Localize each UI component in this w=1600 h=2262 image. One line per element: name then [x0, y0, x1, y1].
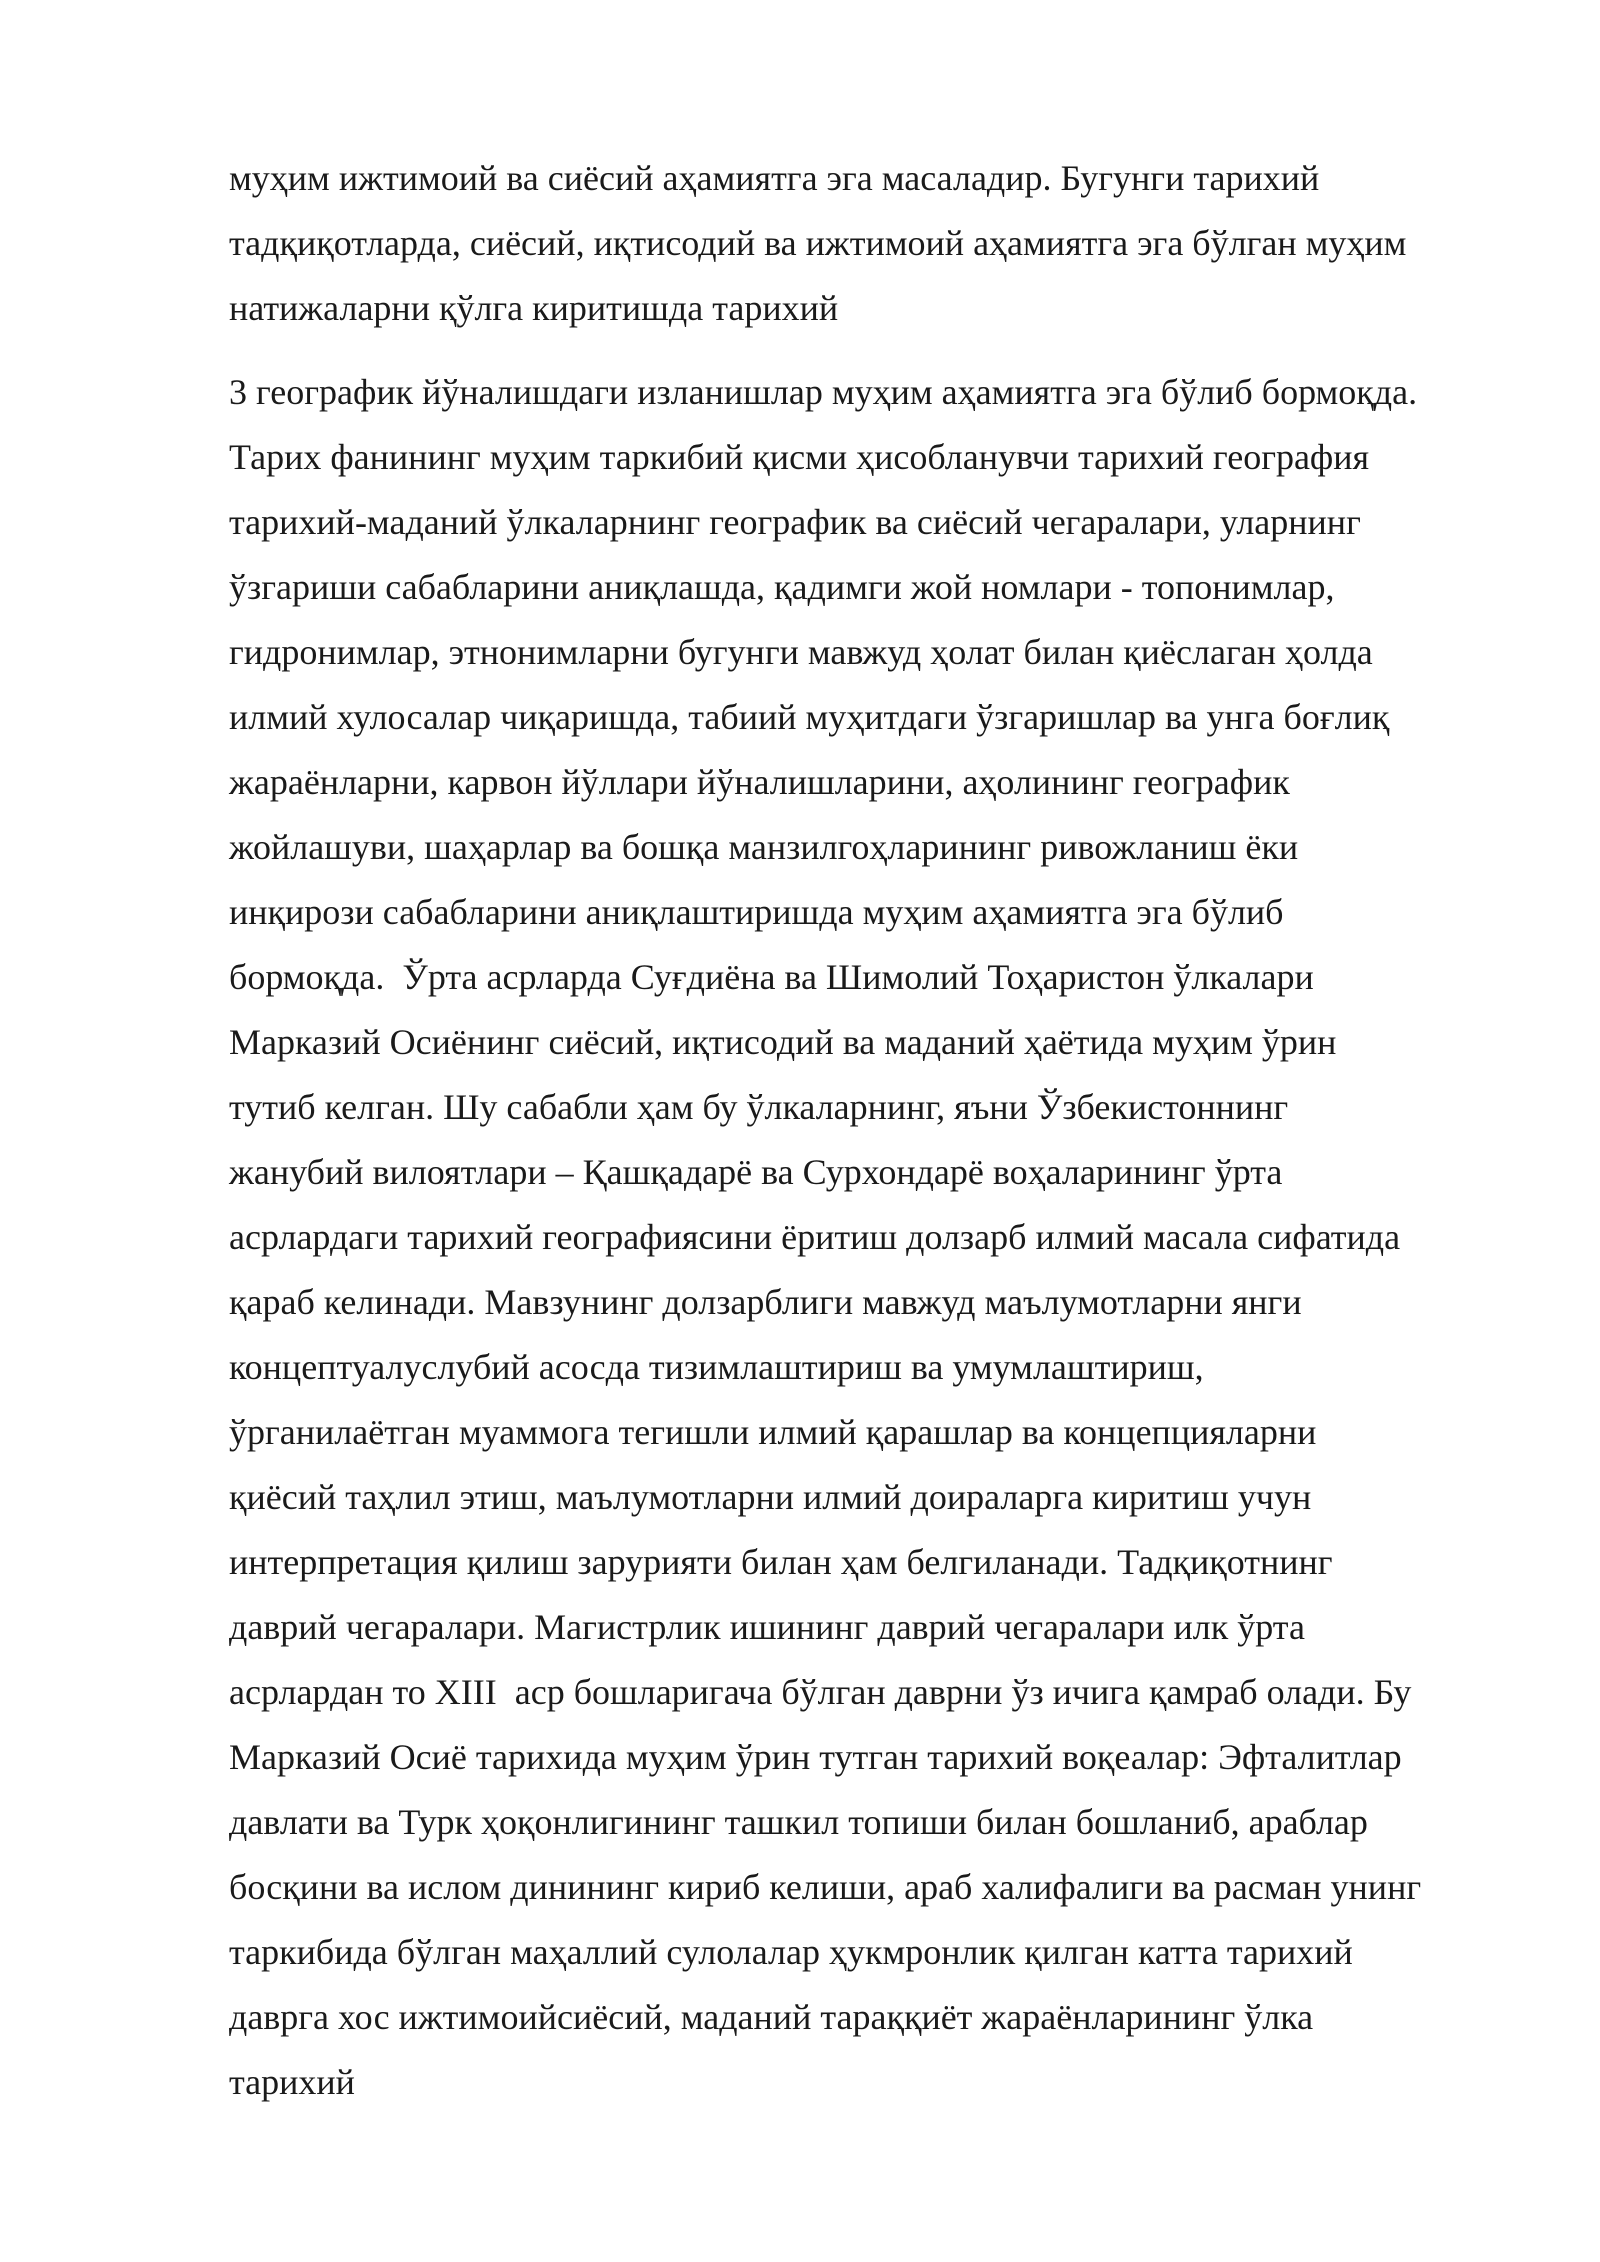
text-line: асрлардан то XIII аср бошларигача бўлган даврни ўз ичига қамраб олади. Бу — [229, 1672, 1412, 1712]
text-line: тутиб келган. Шу сабабли ҳам бу ўлкаларнинг, яъни Ўзбекистоннинг — [229, 1087, 1289, 1127]
text-line: тадқиқотларда, сиёсий, иқтисодий ва ижтимоий аҳамиятга эга бўлган муҳим — [229, 223, 1407, 263]
text-line: 3 географик йўналишдаги изланишлар муҳим аҳамиятга эга бўлиб бормоқда. — [229, 372, 1418, 412]
text-line: бормоқда. Ўрта асрларда Суғдиёна ва Шимолий Тоҳаристон ўлкалари — [229, 957, 1314, 997]
text-line: таркибида бўлган маҳаллий сулолалар ҳукмронлик қилган катта тарихий — [229, 1932, 1353, 1972]
text-line: давлати ва Турк ҳоқонлигининг ташкил топиши билан бошланиб, араблар — [229, 1802, 1368, 1842]
text-line: концептуалуслубий асосда тизимлаштириш ва умумлаштириш, — [229, 1347, 1204, 1387]
text-line: гидронимлар, этнонимларни бугунги мавжуд ҳолат билан қиёслаган ҳолда — [229, 632, 1373, 672]
text-line: жанубий вилоятлари – Қашқадарё ва Сурхондарё воҳаларининг ўрта — [229, 1152, 1283, 1192]
text-line: инқирози сабабларини аниқлаштиришда муҳим аҳамиятга эга бўлиб — [229, 892, 1284, 932]
text-line: ўрганилаётган муаммога тегишли илмий қарашлар ва концепцияларни — [229, 1412, 1317, 1452]
text-line: илмий хулосалар чиқаришда, табиий муҳитдаги ўзгаришлар ва унга боғлиқ — [229, 697, 1390, 737]
text-line: тарихий-маданий ўлкаларнинг географик ва сиёсий чегаралари, уларнинг — [229, 502, 1361, 542]
paragraph-2 — [229, 360, 1489, 2115]
text-line: жараёнларни, карвон йўллари йўналишларини, аҳолининг географик — [229, 762, 1290, 802]
text-line: қиёсий таҳлил этиш, маълумотларни илмий доираларга киритиш учун — [229, 1477, 1312, 1517]
text-line: жойлашуви, шаҳарлар ва бошқа манзилгоҳларининг ривожланиш ёки — [229, 827, 1299, 867]
text-line: даврга хос ижтимоийсиёсий, маданий тараққиёт жараёнларининг ўлка — [229, 1997, 1314, 2037]
text-line: интерпретация қилиш зарурияти билан ҳам белгиланади. Тадқиқотнинг — [229, 1542, 1333, 1582]
text-line: асрлардаги тарихий географиясини ёритиш долзарб илмий масала сифатида — [229, 1217, 1401, 1257]
text-line: даврий чегаралари. Магистрлик ишининг даврий чегаралари илк ўрта — [229, 1607, 1305, 1647]
paragraph-1 — [229, 146, 1489, 341]
text-line: Тарих фанининг муҳим таркибий қисми ҳисобланувчи тарихий география — [229, 437, 1370, 477]
text-line: муҳим ижтимоий ва сиёсий аҳамиятга эга масаладир. Бугунги тарихий — [229, 158, 1320, 198]
text-line: босқини ва ислом динининг кириб келиши, араб халифалиги ва расман унинг — [229, 1867, 1422, 1907]
text-line: тарихий — [229, 2062, 355, 2102]
text-line: Марказий Осиё тарихида муҳим ўрин тутган тарихий воқеалар: Эфталитлар — [229, 1737, 1402, 1777]
text-line: Марказий Осиёнинг сиёсий, иқтисодий ва маданий ҳаётида муҳим ўрин — [229, 1022, 1337, 1062]
text-line: ўзгариши сабабларини аниқлашда, қадимги жой номлари - топонимлар, — [229, 567, 1335, 607]
text-line: натижаларни қўлга киритишда тарихий — [229, 288, 839, 328]
text-line: қараб келинади. Мавзунинг долзарблиги мавжуд маълумотларни янги — [229, 1282, 1302, 1322]
